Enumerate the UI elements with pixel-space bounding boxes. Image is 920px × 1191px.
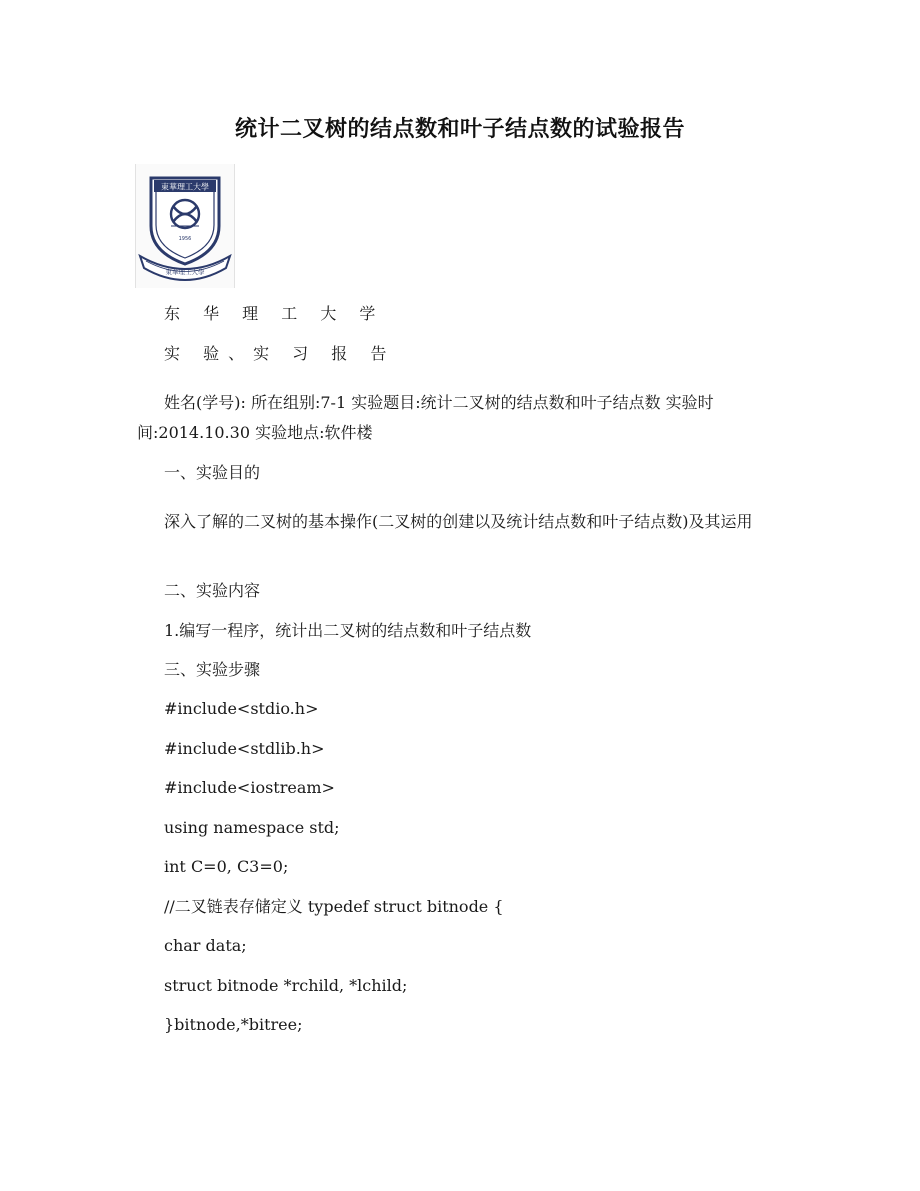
code-line: #include<iostream> bbox=[164, 778, 335, 797]
code-line: }bitnode,*bitree; bbox=[164, 1015, 303, 1034]
info-paragraph: 姓名(学号): 所在组别:7-1 实验题目:统计二叉树的结点数和叶子结点数 实验时间:2014.10.30 实验地点:软件楼 bbox=[137, 393, 714, 442]
code-line: int C=0, C3=0; bbox=[164, 857, 289, 876]
code-line: #include<stdio.h> bbox=[164, 699, 319, 718]
content-item: 1.编写一程序，统计出二叉树的结点数和叶子结点数 bbox=[164, 621, 532, 640]
svg-text:1956: 1956 bbox=[178, 236, 192, 242]
code-line: char data; bbox=[164, 936, 247, 955]
svg-text:東華理工大學: 東華理工大學 bbox=[165, 268, 205, 276]
university-name: 东 华 理 工 大 学 bbox=[164, 304, 385, 323]
section-heading-purpose: 一、实验目的 bbox=[164, 463, 261, 482]
report-type: 实 验、实 习 报 告 bbox=[164, 344, 396, 363]
purpose-paragraph: 深入了解的二叉树的基本操作(二叉树的创建以及统计结点数和叶子结点数)及其运用 bbox=[164, 512, 753, 531]
document-title: 统计二叉树的结点数和叶子结点数的试验报告 bbox=[234, 117, 685, 142]
code-line: //二叉链表存储定义 typedef struct bitnode { bbox=[164, 897, 504, 916]
svg-text:東華理工大學: 東華理工大學 bbox=[161, 182, 209, 192]
university-seal-icon bbox=[136, 164, 234, 288]
code-line: #include<stdlib.h> bbox=[164, 739, 325, 758]
section-heading-content: 二、实验内容 bbox=[164, 581, 261, 600]
section-heading-steps: 三、实验步骤 bbox=[164, 660, 261, 679]
code-line: using namespace std; bbox=[164, 818, 340, 837]
code-line: struct bitnode *rchild, *lchild; bbox=[164, 976, 408, 995]
university-logo bbox=[135, 164, 235, 288]
